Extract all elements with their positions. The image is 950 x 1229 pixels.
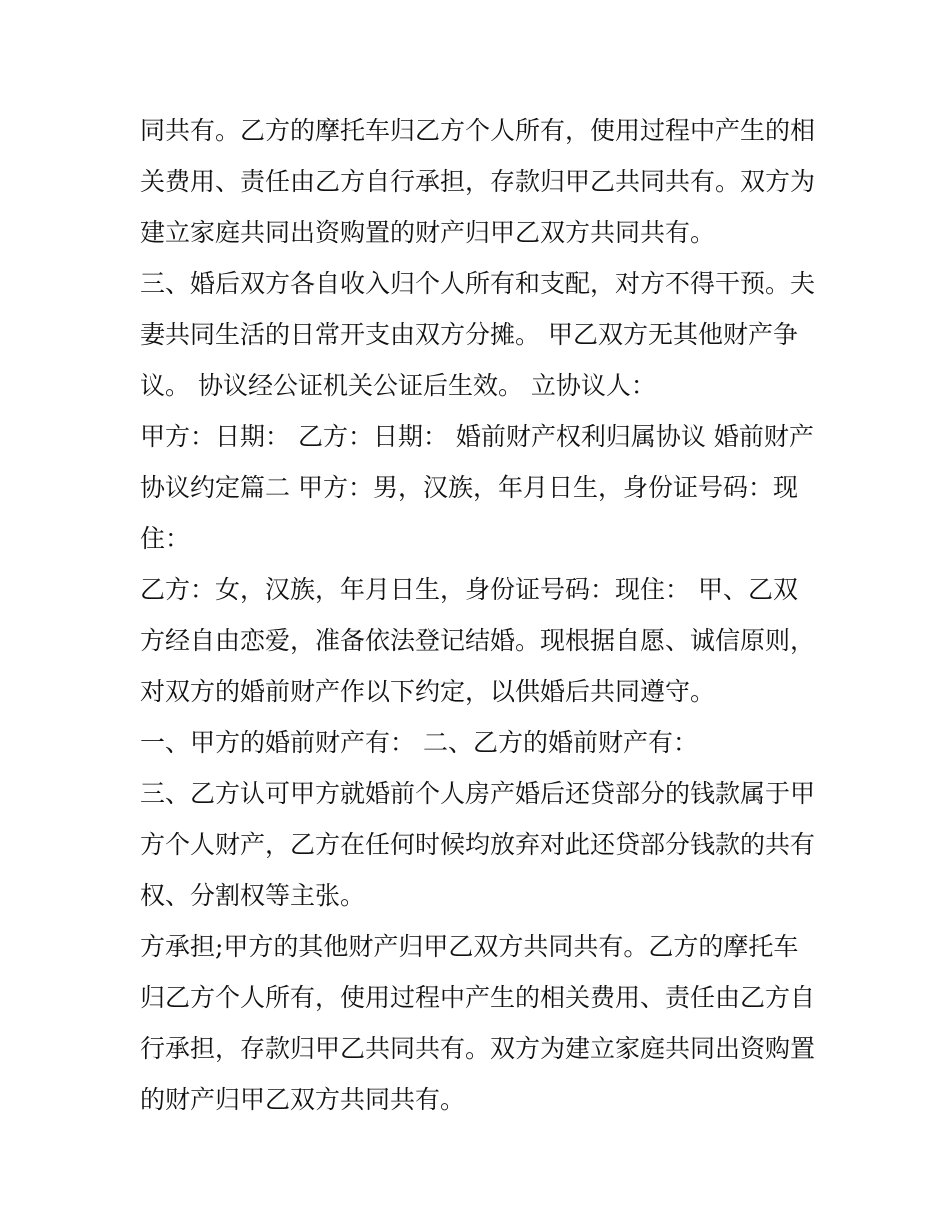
paragraph-5 — [140, 717, 815, 768]
text-line: 权、分割权等主张。 — [140, 881, 366, 910]
text-line: 三、婚后双方各自收入归个人所有和支配，对方不得干预。夫 — [140, 269, 816, 298]
paragraph-1 — [140, 105, 815, 258]
text-line: 方个人财产，乙方在任何时候均放弃对此还贷部分钱款的共有 — [140, 830, 816, 859]
paragraph-7 — [140, 921, 815, 1125]
paragraph-2 — [140, 258, 815, 411]
text-line: 三、乙方认可甲方就婚前个人房产婚后还贷部分的钱款属于甲 — [140, 779, 816, 808]
paragraph-6 — [140, 768, 815, 921]
text-line: 妻共同生活的日常开支由双方分摊。 甲乙双方无其他财产争 — [140, 320, 798, 349]
text-line: 乙方：女，汉族，年月日生，身份证号码：现住： 甲、乙双 — [140, 575, 798, 604]
paragraph-3 — [140, 411, 815, 564]
text-line: 甲方：日期： 乙方：日期： 婚前财产权利归属协议 婚前财产 — [140, 422, 814, 451]
text-line: 行承担，存款归甲乙共同共有。双方为建立家庭共同出资购置 — [140, 1034, 816, 1063]
text-line: 协议约定篇二 甲方：男，汉族，年月日生，身份证号码：现 — [140, 473, 798, 502]
text-line: 对双方的婚前财产作以下约定，以供婚后共同遵守。 — [140, 677, 716, 706]
text-line: 建立家庭共同出资购置的财产归甲乙双方共同共有。 — [140, 218, 716, 247]
text-line: 归乙方个人所有，使用过程中产生的相关费用、责任由乙方自 — [140, 983, 816, 1012]
text-line: 方经自由恋爱，准备依法登记结婚。现根据自愿、诚信原则， — [140, 626, 816, 655]
text-line: 关费用、责任由乙方自行承担，存款归甲乙共同共有。双方为 — [140, 167, 816, 196]
text-line: 方承担;甲方的其他财产归甲乙双方共同共有。乙方的摩托车 — [140, 932, 799, 961]
text-line: 一、甲方的婚前财产有： 二、乙方的婚前财产有： — [140, 728, 698, 757]
text-line: 的财产归甲乙双方共同共有。 — [140, 1085, 466, 1114]
paragraph-4 — [140, 564, 815, 717]
text-line: 同共有。乙方的摩托车归乙方个人所有，使用过程中产生的相 — [140, 116, 816, 145]
document-body — [140, 105, 815, 1125]
text-line: 住： — [140, 524, 191, 553]
text-line: 议。 协议经公证机关公证后生效。 立协议人： — [140, 371, 656, 400]
